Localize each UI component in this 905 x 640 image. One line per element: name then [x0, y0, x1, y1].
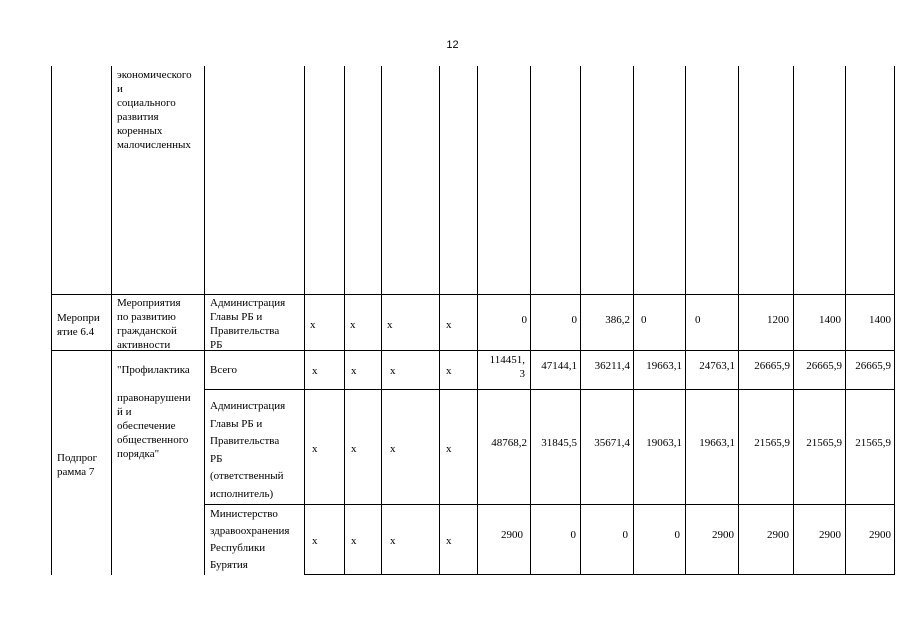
row-admin-value-3: 35671,4	[594, 437, 630, 449]
row-admin-value-7: 21565,9	[806, 437, 842, 449]
subprogram-7-name-rest: правонарушени й и обеспечение общественного порядка"	[117, 392, 191, 460]
row-admin-x-2: х	[351, 443, 357, 455]
row-total-value-3: 36211,4	[594, 360, 630, 372]
row-64-x-2: х	[350, 319, 356, 331]
row-total-value-5: 24763,1	[699, 360, 735, 372]
row-total-value-1: 114451, 3	[489, 354, 525, 380]
row-total-value-4: 19663,1	[646, 360, 682, 372]
row-admin-value-4: 19063,1	[646, 437, 682, 449]
page-number: 12	[446, 39, 459, 51]
row-total-executor: Всего	[210, 364, 237, 376]
row-total-x-1: х	[312, 365, 318, 377]
row-64-value-3: 386,2	[605, 314, 630, 326]
row-admin-x-3: х	[390, 443, 396, 455]
row-total-value-7: 26665,9	[806, 360, 842, 372]
row-admin-value-6: 21565,9	[754, 437, 790, 449]
row-64-x-4: х	[446, 319, 452, 331]
row-ministry-value-6: 2900	[767, 529, 789, 541]
row-ministry-value-8: 2900	[869, 529, 891, 541]
row-ministry-value-1: 2900	[501, 529, 523, 541]
row-admin-value-2: 31845,5	[541, 437, 577, 449]
row-total-value-8: 26665,9	[855, 360, 891, 372]
row-64-value-7: 1400	[819, 314, 841, 326]
row-ministry-x-2: х	[351, 535, 357, 547]
row-64-value-2: 0	[571, 314, 577, 326]
row-ministry-executor: Министерство здравоохранения Республики Бурятия	[210, 508, 290, 571]
row-total-value-6: 26665,9	[754, 360, 790, 372]
row-total-x-4: х	[446, 365, 452, 377]
row-ministry-x-3: х	[390, 535, 396, 547]
row-64-value-4: 0	[641, 314, 647, 326]
row-admin-value-1: 48768,2	[491, 437, 527, 449]
row-ministry-value-3: 0	[622, 529, 628, 541]
row-total-x-3: х	[390, 365, 396, 377]
subprogram-7-code: Подпрог рамма 7	[57, 452, 98, 478]
row-ministry-x-4: х	[446, 535, 452, 547]
row-ministry-value-4: 0	[674, 529, 680, 541]
row-ministry-value-7: 2900	[819, 529, 841, 541]
row-total-value-2: 47144,1	[541, 360, 577, 372]
row-admin-value-5: 19663,1	[699, 437, 735, 449]
row-ministry-value-5: 2900	[712, 529, 734, 541]
row-total-x-2: х	[351, 365, 357, 377]
row-64-x-1: х	[310, 319, 316, 331]
row-ministry-x-1: х	[312, 535, 318, 547]
row-64-x-3: х	[387, 319, 393, 331]
row-admin-x-4: х	[446, 443, 452, 455]
continued-name-cell: экономического и социального развития коренных малочисленных	[117, 69, 192, 151]
row-admin-executor: Администрация Главы РБ и Правительства РБ (ответственный исполнитель)	[210, 400, 286, 500]
row-admin-x-1: х	[312, 443, 318, 455]
row-64-executor: Администрация Главы РБ и Правительства РБ	[210, 297, 286, 351]
row-admin-value-8: 21565,9	[855, 437, 891, 449]
row-64-value-8: 1400	[869, 314, 891, 326]
row-64-name: Мероприятия по развитию гражданской активности	[117, 297, 181, 351]
row-ministry-value-2: 0	[570, 529, 576, 541]
row-64-value-1: 0	[521, 314, 527, 326]
subprogram-7-name-line1: "Профилактика	[117, 364, 190, 376]
row-64-value-6: 1200	[767, 314, 789, 326]
row-64-code: Меропри ятие 6.4	[57, 312, 100, 338]
row-64-value-5: 0	[695, 314, 701, 326]
